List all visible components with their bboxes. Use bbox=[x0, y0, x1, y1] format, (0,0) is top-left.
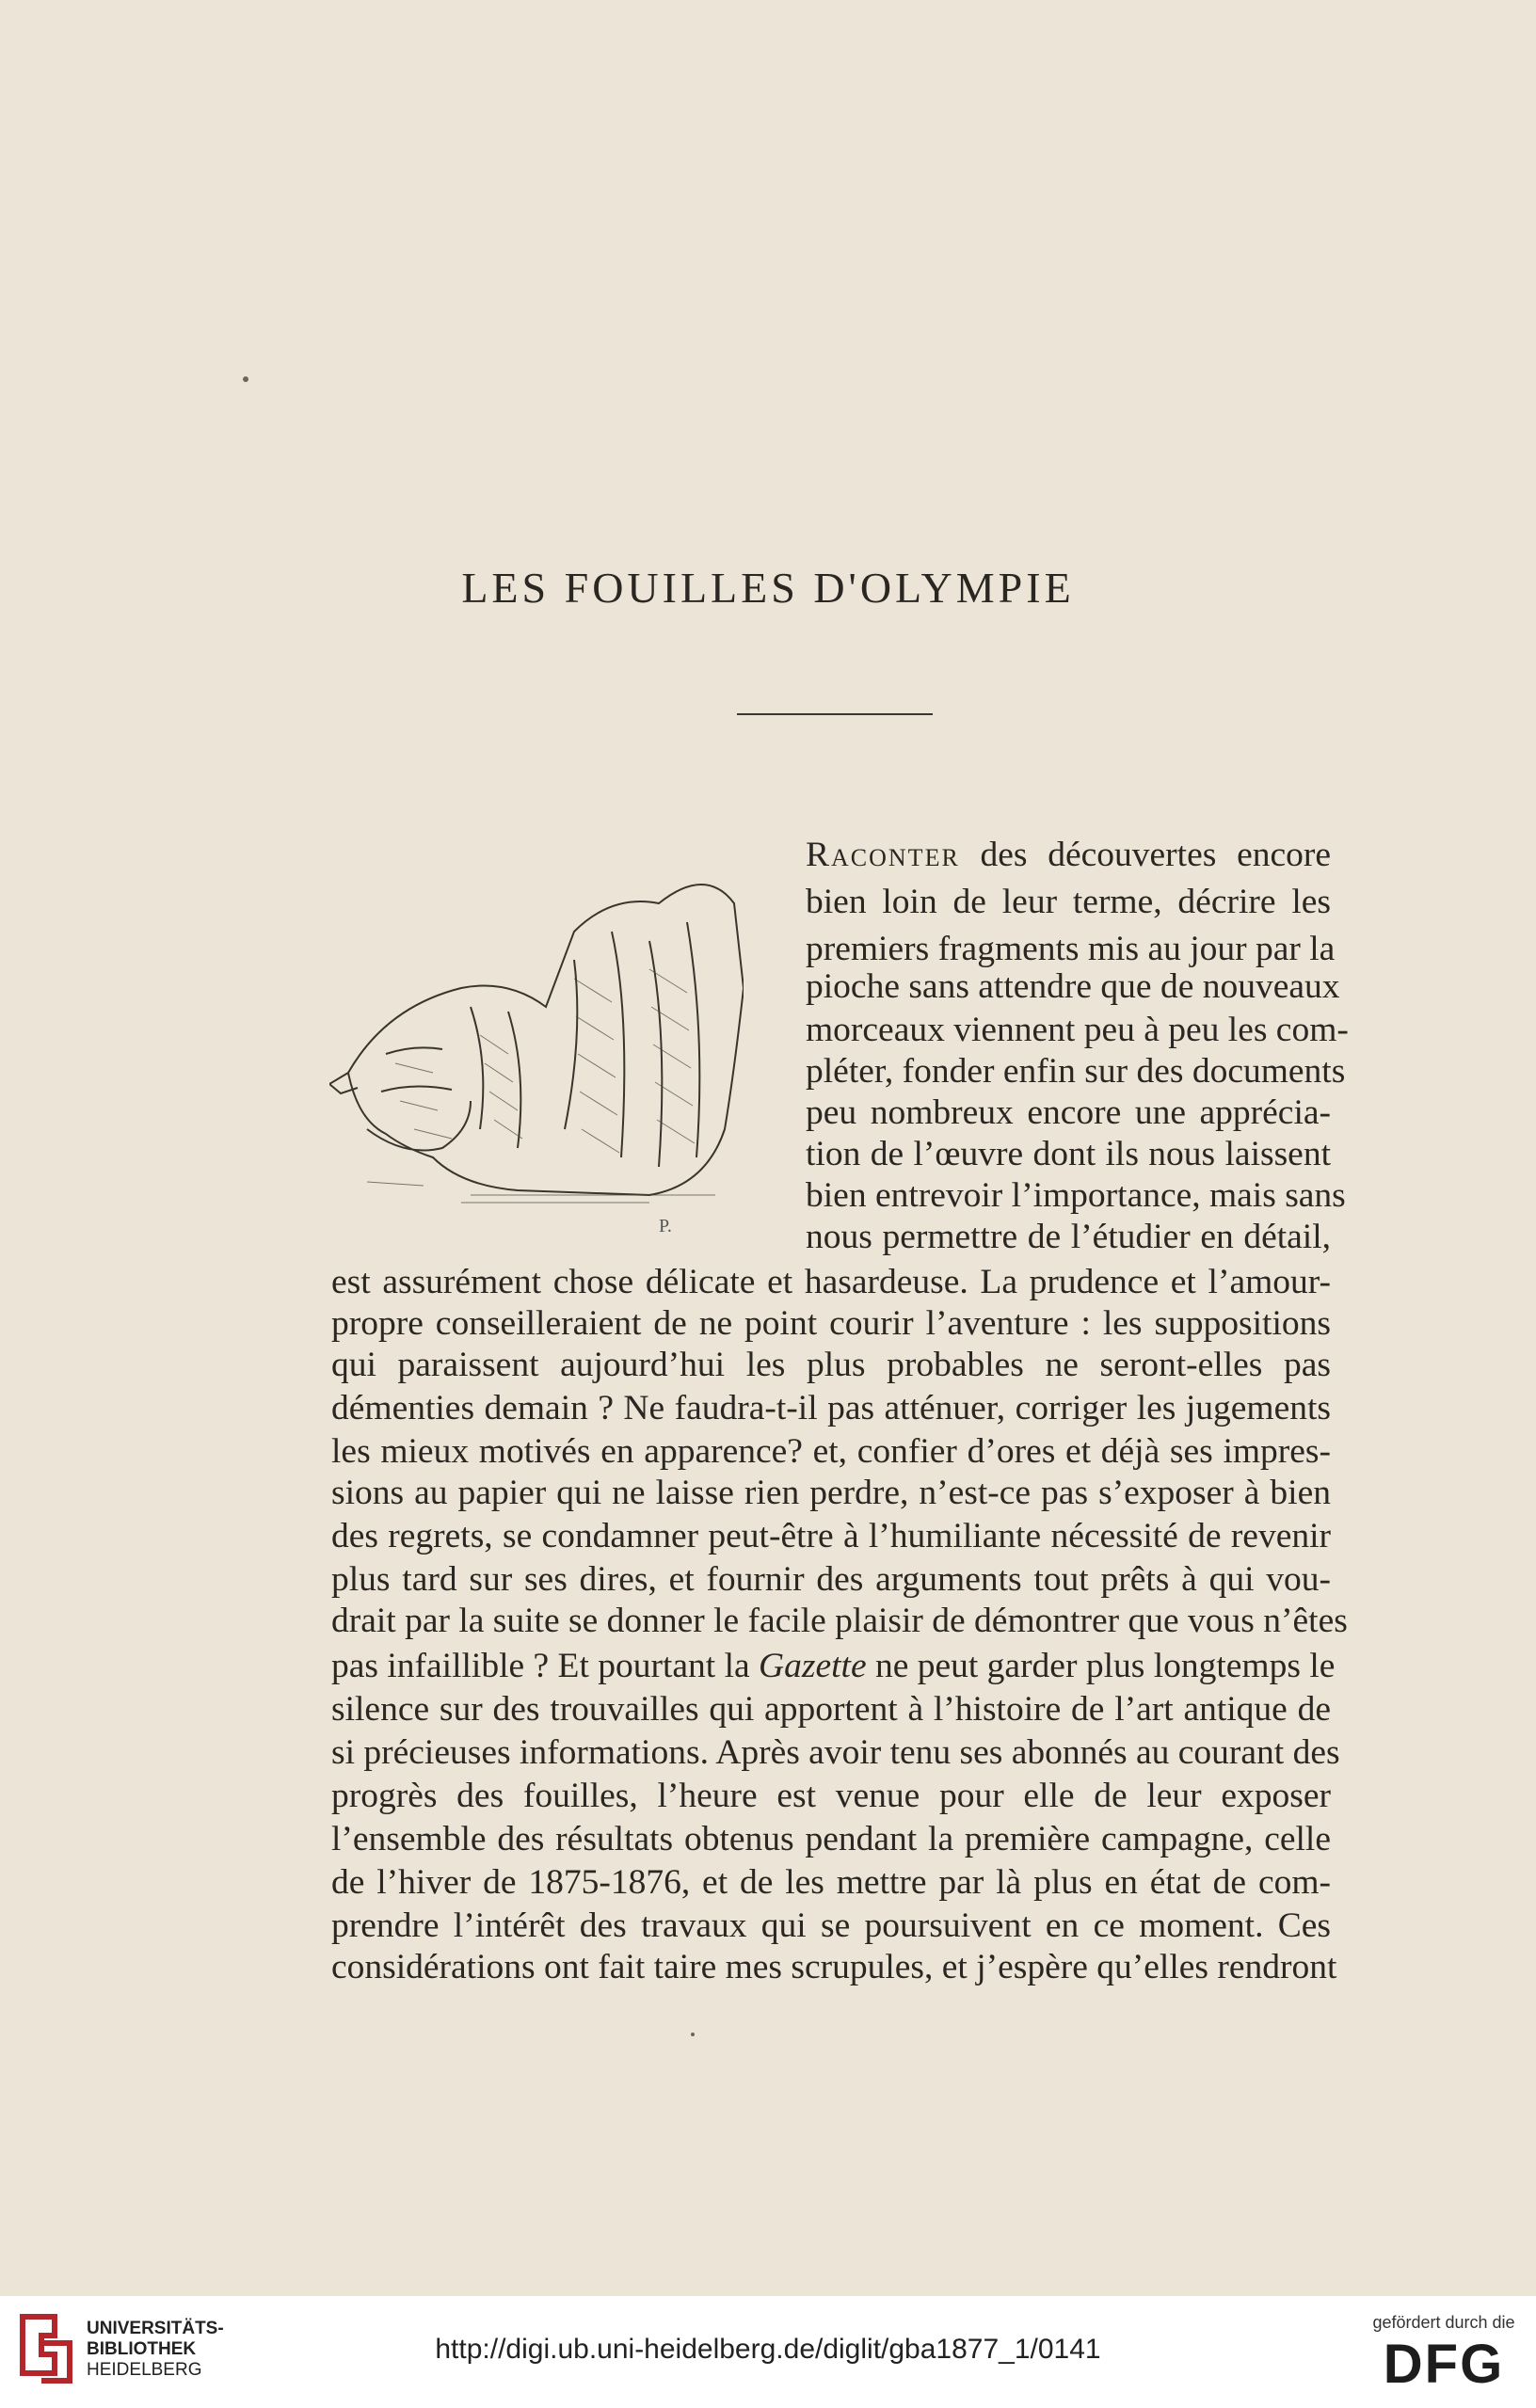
illustration-signature: P. bbox=[659, 1216, 672, 1236]
text-line: plus tard sur ses dires, et fournir des arguments tout prêts à qui vou- bbox=[331, 1560, 1331, 1599]
text-line: sions au papier qui ne laisse rien perdre, n’est-ce pas s’exposer à bien bbox=[331, 1474, 1331, 1512]
text-line: pioche sans attendre que de nouveaux bbox=[806, 967, 1340, 1006]
text-line: nous permettre de l’étudier en détail, bbox=[806, 1218, 1331, 1256]
text-line: progrès des fouilles, l’heure est venue pour elle de leur exposer bbox=[331, 1777, 1331, 1815]
speck bbox=[691, 2033, 695, 2036]
text-line: de l’hiver de 1875-1876, et de les mettre par là plus en état de com- bbox=[331, 1863, 1331, 1902]
dfg-logo: DFG bbox=[1383, 2334, 1505, 2395]
text-line: des regrets, se condamner peut-être à l’humiliante nécessité de revenir bbox=[331, 1517, 1331, 1555]
title-divider bbox=[737, 713, 933, 715]
text-line: les mieux motivés en apparence? et, confier d’ores et déjà ses impres- bbox=[331, 1432, 1331, 1471]
library-name: UNIVERSITÄTS- BIBLIOTHEK HEIDELBERG bbox=[87, 2319, 224, 2380]
journal-name: Gazette bbox=[759, 1647, 867, 1685]
text-line: silence sur des trouvailles qui apportent à l’histoire de l’art antique de bbox=[331, 1690, 1331, 1729]
text-line: considérations ont fait taire mes scrupules, et j’espère qu’elles rendront bbox=[331, 1948, 1337, 1986]
text-line: Raconter des découvertes encore bbox=[806, 836, 1331, 874]
text-line: prendre l’intérêt des travaux qui se poursuivent en ce moment. Ces bbox=[331, 1906, 1331, 1945]
text-line: qui paraissent aujourd’hui les plus probables ne seront-elles pas bbox=[331, 1346, 1331, 1384]
drop-word: Raconter bbox=[806, 836, 960, 874]
text-line: propre conseilleraient de ne point courir l’aventure : les suppositions bbox=[331, 1304, 1331, 1343]
text-line: peu nombreux encore une apprécia- bbox=[806, 1093, 1331, 1132]
text-line: l’ensemble des résultats obtenus pendant la première campagne, celle bbox=[331, 1820, 1331, 1858]
text-line: tion de l’œuvre dont ils nous laissent bbox=[806, 1135, 1331, 1173]
text-line: est assurément chose délicate et hasardeuse. La prudence et l’amour- bbox=[331, 1263, 1331, 1301]
text-line: bien entrevoir l’importance, mais sans bbox=[806, 1176, 1346, 1215]
permalink-url[interactable]: http://digi.ub.uni-heidelberg.de/diglit/gba1877_1/0141 bbox=[435, 2334, 1101, 2365]
text-line: bien loin de leur terme, décrire les bbox=[806, 883, 1331, 921]
text-line: pléter, fonder enfin sur des documents bbox=[806, 1052, 1346, 1091]
funded-by-label: gefördert durch die bbox=[1372, 2313, 1515, 2332]
text-line: pas infaillible ? Et pourtant la Gazette ne peut garder plus longtemps le bbox=[331, 1647, 1336, 1685]
text-line: démenties demain ? Ne faudra-t-il pas atténuer, corriger les jugements bbox=[331, 1389, 1331, 1427]
text-line: si précieuses informations. Après avoir tenu ses abonnés au courant des bbox=[331, 1733, 1340, 1772]
text-line: morceaux viennent peu à peu les com- bbox=[806, 1011, 1349, 1049]
speck bbox=[243, 376, 248, 382]
text-line: premiers fragments mis au jour par la bbox=[806, 930, 1336, 968]
text-line: drait par la suite se donner le facile plaisir de démontrer que vous n’êtes bbox=[331, 1602, 1348, 1640]
sculpture-fragment-illustration bbox=[329, 847, 744, 1242]
page-title: LES FOUILLES D'OLYMPIE bbox=[461, 564, 1075, 612]
viewer-footer bbox=[0, 2296, 1536, 2408]
